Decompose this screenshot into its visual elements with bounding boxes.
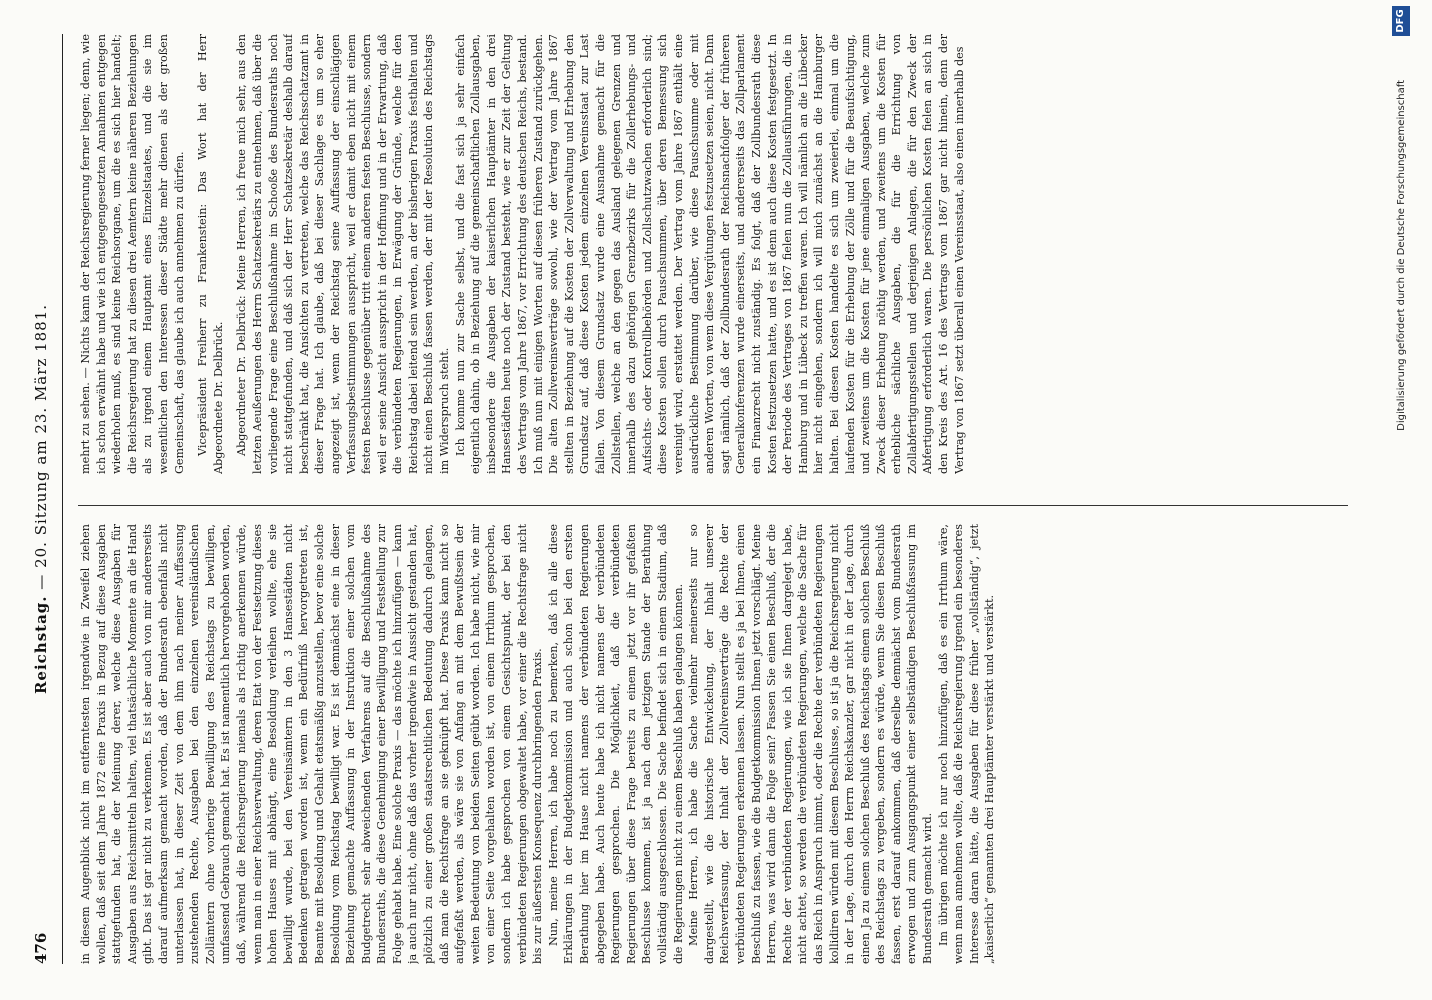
dfg-logo: DFG <box>1392 6 1410 36</box>
paragraph: Im übrigen möchte ich nur noch hinzufügen, daß es ein Irrthum wäre, wenn man annehmen wollte, daß die Reichsregierung irgend ein besonderes Interesse daran hätte, die Ausgaben für diese früher „vollständig“, jetzt „kaiserlich“ genannten drei Hauptämter verstärkt und verstärkt. <box>936 524 997 964</box>
left-column <box>78 524 1348 964</box>
running-title <box>32 34 50 964</box>
paragraph: mehrt zu sehen. — Nichts kann der Reichsregierung ferner liegen; denn, wie ich schon erwähnt habe und wie ich entgegengesetzten Annahmen entgegen wiederholen muß, es sind keine Reichsorgane, um die es sich hier handelt; die Reichsregierung hat zu diesen drei Aemtern keine näheren Beziehungen als zu irgend einem Hauptamt eines Einzelstaates, und die sie im wesentlichen den Interessen dieser Städte mehr dienen als der großen Gemeinschaft, das glaube ich auch annehmen zu dürfen. <box>79 34 186 474</box>
header-rule <box>62 34 63 964</box>
paragraph: Ich komme nun zur Sache selbst, und die fast sich ja sehr einfach eigentlich dahin, ob in Beziehung auf die gemeinschaftlichen Zollausgaben, insbesondere die Ausgaben der kaiserlichen Hauptämter in den drei Hansestädten heute noch der Zustand besteht, wie er zur Zeit der Geltung des Vertrags vom Jahre 1867, vor Errichtung des deutschen Reichs, bestand. Ich muß nun mit einigen Worten auf diesen früheren Zustand zurückgehen. Die alten Zollvereinsverträge sowohl, wie der Vertrag vom Jahre 1867 stellten in Beziehung auf die Kosten der Zollverwaltung und Erhebung den Grundsatz auf, daß diese Kosten jedem einzelnen Vereinsstaat zur Last fallen. Von diesem Grundsatz wurde eine Ausnahme gemacht für die Zollstellen, welche an den gegen das Ausland gelegenen Grenzen und innerhalb des dazu gehörigen Grenzbezirks für die Zollerhebungs- und Aufsichts- oder Kontrollbehörden und Zollschutzwachen erforderlich sind; diese Kosten sollen durch Pauschsummen, über deren Bemessung sich vereinigt wird, erstattet werden. Der Vertrag vom Jahre 1867 enthält eine ausdrückliche Bestimmung darüber, wie diese Pauschsumme oder mit anderen Worten, von wem diese Vergütungen festzusetzen seien, nicht. Dann sagt nämlich, daß der Zollbundesrath der Reichsnachfolger der früheren Generalkonferenzen wurde einerseits, und andererseits das Zollparlament ein Finanzrecht nicht zuständig. Es folgt, daß der Zollbundesrath diese Kosten festzusetzen hatte, und es ist denn auch diese Kosten festgesetzt. In der Periode des Vertrages von 1867 fielen nun die Zollausführungen, die in Hamburg und in Lübeck zu treffen waren. Ich will nämlich an die Lübecker hier nicht eingehen, sondern ich will mich zunächst an die Hamburger halten. Bei diesen Kosten handelte es sich um zweierlei, einmal um die laufenden Kosten für die Erhebung der Zölle und für die Beaufsichtigung, und zweitens um die Kosten für jene einmaligen Ausgaben, welche zum Zweck dieser Erhebung nöthig werden, und zweitens um die Kosten für erhebliche sächliche Ausgaben, die für die Errichtung von Zollabfertigungsstellen und derjenigen Anlagen, die für den Zweck der Abfertigung erforderlich waren. Die persönlichen Kosten fielen an sich in den Kreis des Art. 16 des Vertrags vom 1867 gar nicht hinein, denn der Vertrag von 1867 setzt überall einen Vereinsstaat, also einen innerhalb des <box>453 34 966 474</box>
page-header <box>32 34 58 964</box>
journal-name: Reichstag. <box>32 595 50 695</box>
paragraph: Meine Herren, ich habe die Sache vielmehr meinerseits nur so dargestellt, wie die historische Entwickelung, der Inhalt unserer Reichsverfassung, der Inhalt der Zollvereinsverträge die Rechte der verbündeten Regierungen erkennen lassen. Nun stellt es ja bei Ihnen, einen Beschluß zu fassen, wie die Budgetkommission Ihnen jetzt vorschlägt. Meine Herren, was wird dann die Folge sein? Fassen Sie einen Beschluß, der die Rechte der verbündeten Regierungen, wie ich sie Ihnen dargelegt habe, nicht achtet, so werden die verbündeten Regierungen, welche die Sache für das Reich in Anspruch nimmt, oder die Rechte der verbündeten Regierungen kollidiren würden mit diesem Beschlusse, so ist ja die Reichsregierung nicht in der Lage, durch den Herrn Reichskanzler, gar nicht in der Lage, durch einen Ja zu einem solchen Beschluß des Reichstags einem solchen Beschluß des Reichstags zu vergeben, sondern es würde, wenn Sie diesen Beschluß fassen, erst darauf ankommen, daß derselbe demnächst vom Bundesrath erwogen und zum Ausgangspunkt einer selbständigen Beschlußfassung im Bundesrath gemacht wird. <box>687 524 935 964</box>
page-number: 476 <box>32 932 50 964</box>
session-title: — 20. Sitzung am 23. März 1881. <box>32 303 50 590</box>
paragraph: Abgeordneter Dr. Delbrück: Meine Herren, ich freue mich sehr, aus den letzten Aeußerungen des Herrn Schatzsekretärs zu entnehmen, daß über die vorliegende Frage eine Beschlußnahme im Schooße des Bundesraths noch nicht stattgefunden, und daß sich der Herr Schatzsekretär deshalb darauf beschränkt hat, die Ansichten zu vertreten, welche das Reichsschatzamt in dieser Frage hat. Ich glaube, daß bei dieser Sachlage es um so eher angezeigt ist, wenn der Reichstag seine Auffassung der einschlägigen Verfassungsbestimmungen ausspricht, weil er damit eben nicht mit einem festen Beschlusse gegenüber tritt einem anderen festen Beschlusse, sondern weil er seine Ansicht ausspricht in der Hoffnung und in der Erwartung, daß die verbündeten Regierungen, in Erwägung der Gründe, welche für den Reichstag dabei leitend sein werden, an der bisherigen Praxis festhalten und nicht einen Beschluß fassen werden, der mit der Resolution des Reichstags im Widerspruch steht. <box>235 34 452 474</box>
credit-text: Digitalisierung gefördert durch die Deutsche Forschungsgemeinschaft <box>1396 80 1407 431</box>
column-divider <box>78 505 1348 506</box>
speaker-intro: Vicepräsident Freiherr zu Frankenstein: Das Wort hat der Herr Abgeordnete Dr. Delbrück. <box>196 34 225 474</box>
paragraph: Nun, meine Herren, ich habe noch zu bemerken, daß ich alle diese Erklärungen in der Budgetkommission und auch schon bei den ersten Berathung hier im Hause nicht namens der verbündeten Regierungen abgegeben habe. Auch heute habe ich nicht namens der verbündeten Regierungen gesprochen. Die Möglichkeit, daß die verbündeten Regierungen über diese Frage bereits zu einem jetzt vor ihr gefaßten Beschlusse kommen, ist ja nach dem jetzigen Stande der Berathung vollständig ausgeschlossen. Die Sache befindet sich in einem Stadium, daß die Regierungen nicht zu einem Beschluß haben gelangen können. <box>546 524 685 964</box>
paragraph: in diesem Augenblick nicht im entferntesten irgendwie in Zweifel ziehen wollen, daß seit dem Jahre 1872 eine Praxis in Bezug auf diese Ausgaben stattgefunden hat, die der Meinung derer, welche diese Ausgaben für Ausgaben aus Reichsmitteln halten, viel thatsächliche Momente an die Hand gibt. Das ist gar nicht zu verkennen. Es ist aber auch von mir andererseits darauf aufmerksam gemacht worden, daß der Bundesrath ebenfalls nicht unterlassen hat, in dieser Zeit von dem ihm nach meiner Auffassung zustehenden Rechte, Ausgaben bei den einzelnen vereinsländischen Zollämtern ohne vorherige Bewilligung des Reichstags zu bewilligen, umfassend Gebrauch gemacht hat. Es ist namentlich hervorgehoben worden, daß, während die Reichsregierung niemals als richtig anerkennen würde, wenn man in einer Reichsverwaltung, deren Etat von der Festsetzung dieses hohen Hauses mit abhängt, eine Besoldung verleihen wollte, ehe sie bewilligt wurde, bei den Vereinsämtern in den 3 Hansestädten nicht Bedenken getragen worden ist, wenn ein Bedürfniß hervorgetreten ist, Beamte mit Besoldung und Gehalt etatsmäßig anzustellen, bevor eine solche Besoldung vom Reichstag bewilligt war. Es ist demnächst eine in dieser Beziehung gemachte Auffassung in der Instruktion einer solchen vom Budgetrecht sehr abweichenden Verfahrens auf die Beschlußnahme des Bundesraths, die diese Genehmigung einer Bewilligung und Feststellung zur Folge gehabt habe. Eine solche Praxis — das möchte ich hinzufügen — kann ja auch nur nicht, ohne daß das vorher irgendwie in Aussicht gestanden hat, plötzlich zu einer großen staatsrechtlichen Bedeutung dadurch gelangen, daß man die Rechtsfrage an sie geknüpft hat. Diese Praxis kann nicht so aufgefaßt werden, als wäre sie von Anfang an mit dem Bewußtsein der weiten Bedeutung von beiden Seiten geübt worden. Ich habe nicht, wie mir von einer Seite vorgehalten worden ist, von einem Irrthum gesprochen, sondern ich habe gesprochen von einem Gesichtspunkt, der bei den verbündeten Regierungen obgewaltet habe, vor einer die Rechtsfrage nicht bis zur äußersten Konsequenz durchbringenden Praxis. <box>79 524 545 964</box>
digitization-credit <box>1396 40 1412 960</box>
right-column <box>78 34 1348 474</box>
